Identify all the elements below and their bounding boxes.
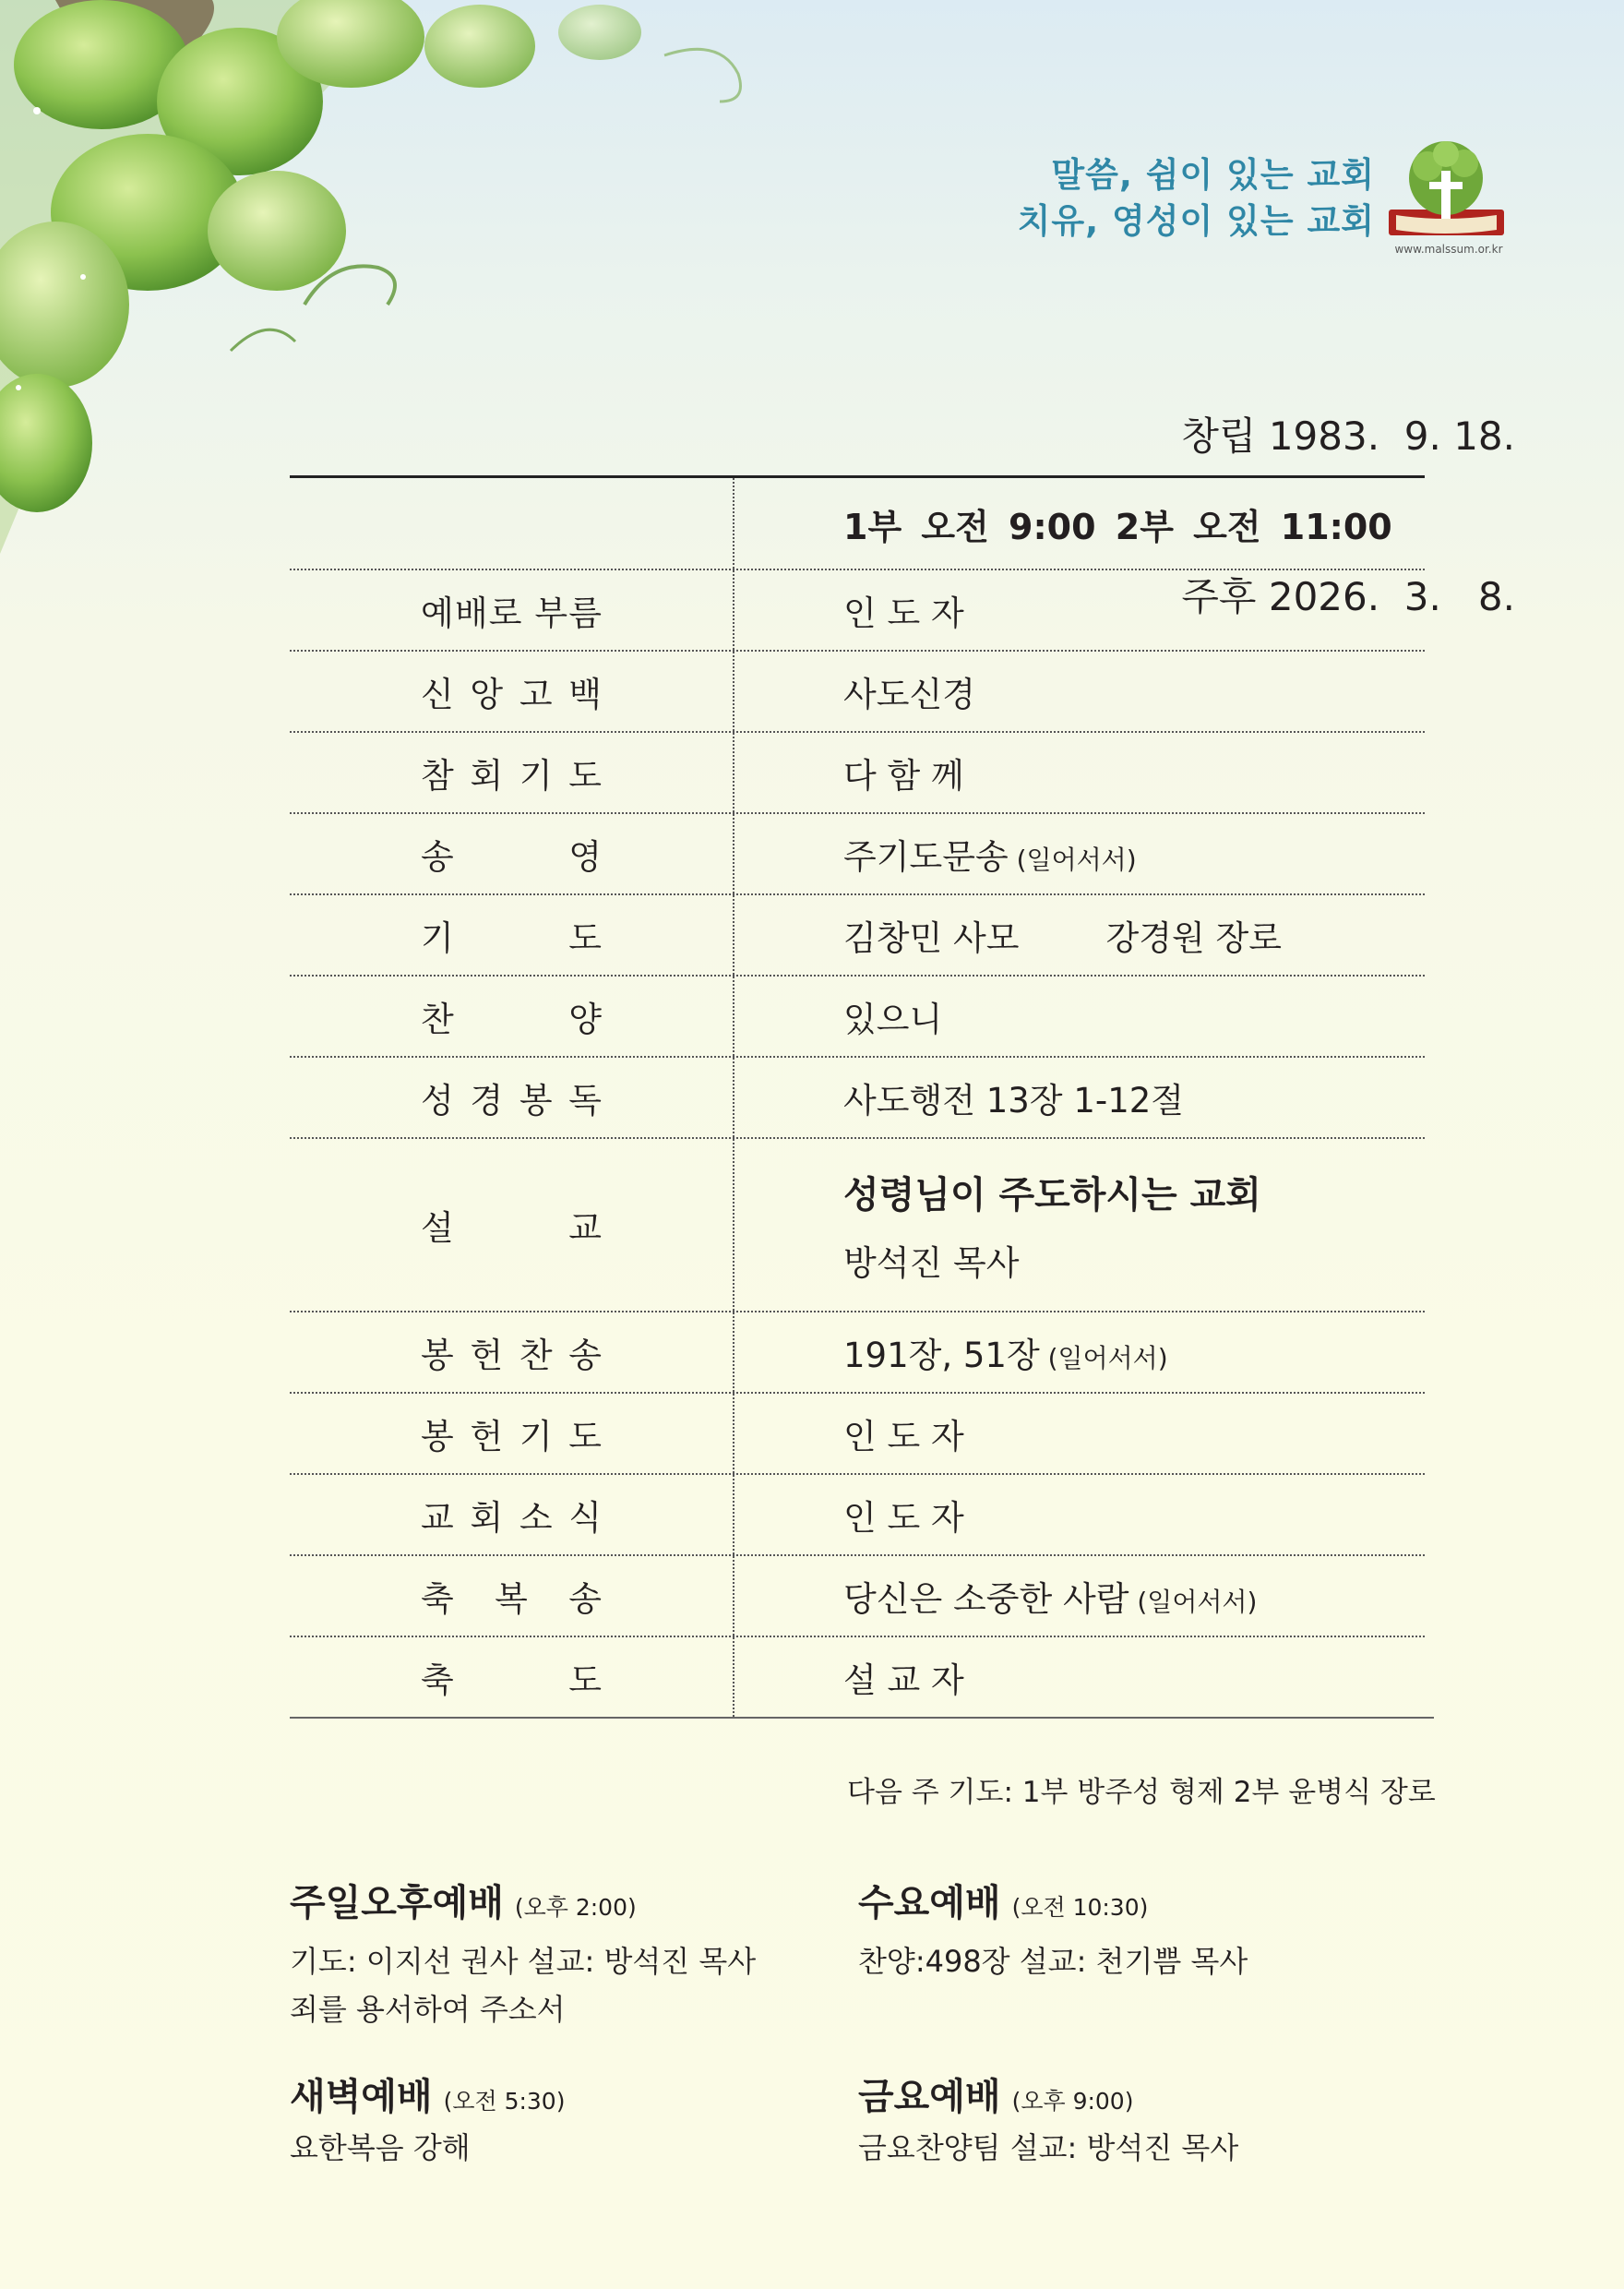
item-name-char: 백 [568, 675, 602, 714]
item-value-cell [734, 1058, 1425, 1137]
item-value [843, 1490, 1425, 1540]
order-row [290, 1475, 1425, 1556]
item-value-cell [734, 1556, 1425, 1636]
logo-url: www.malssum.or.kr [1394, 243, 1503, 256]
service-time: (오전 10:30) [1011, 1894, 1149, 1921]
item-name [421, 829, 602, 879]
item-name [421, 1408, 602, 1458]
service-time: (오전 5:30) [443, 2088, 566, 2115]
item-name-char: 도 [568, 1417, 602, 1456]
item-name-char: 름 [568, 593, 602, 633]
item-name-char: 기 [519, 756, 553, 796]
item-name-char: 송 [568, 1579, 602, 1619]
item-value [843, 829, 1425, 879]
church-tree-logo-icon [1389, 134, 1504, 258]
service-time: (오후 2:00) [514, 1894, 637, 1921]
friday-service [858, 2067, 1430, 2172]
item-name-char: 교 [568, 1208, 602, 1248]
item-value [843, 666, 1425, 716]
item-note: (일어서서) [1128, 1587, 1258, 1617]
item-value [843, 1073, 1425, 1122]
sermon-cell [734, 1139, 1425, 1311]
item-name-char: 송 [421, 837, 454, 877]
service-time: (오후 9:00) [1011, 2088, 1134, 2115]
item-name [421, 1571, 602, 1621]
item-name-cell [290, 895, 734, 975]
item-name-cell [290, 1475, 734, 1554]
item-name-char: 로 [488, 593, 522, 633]
service-times: 1부 오전 9:00 2부 오전 11:00 [843, 506, 1392, 547]
item-name-char: 교 [421, 1498, 454, 1538]
sermon-pastor: 방석진 목사 [843, 1242, 1020, 1283]
item-value-cell [734, 1475, 1425, 1554]
item-name-char: 도 [568, 1660, 602, 1700]
item-value-text: 인 도 자 [843, 1498, 964, 1538]
order-items-1 [290, 570, 1425, 1139]
item-name-cell [290, 1312, 734, 1392]
item-name-char: 신 [421, 675, 454, 714]
item-value-text: 인 도 자 [843, 593, 964, 633]
item-value-cell [734, 1637, 1434, 1717]
item-value [843, 1571, 1425, 1621]
item-value-text: 당신은 소중한 사람 [843, 1579, 1129, 1619]
item-name-cell [290, 1139, 734, 1311]
item-name-char: 축 [421, 1660, 454, 1700]
item-name-cell [290, 814, 734, 893]
item-name-cell [290, 570, 734, 650]
order-items-2 [290, 1312, 1425, 1719]
service-times-cell [734, 478, 1425, 569]
sermon-title: 성령님이 주도하시는 교회 [843, 1173, 1261, 1216]
item-name [421, 1200, 602, 1250]
item-name-char: 독 [568, 1081, 602, 1121]
item-name-char: 성 [421, 1081, 454, 1121]
item-name-char: 기 [519, 1417, 553, 1456]
dawn-service [290, 2067, 862, 2172]
item-name-char: 설 [421, 1208, 454, 1248]
item-name-cell [290, 1556, 734, 1636]
item-value-text: 인 도 자 [843, 1417, 964, 1456]
item-value [843, 991, 1425, 1041]
service-line: 금요찬양팀 설교: 방석진 목사 [858, 2130, 1239, 2165]
church-motto [1018, 152, 1375, 245]
item-name [421, 1073, 602, 1122]
service-title: 주일오후예배 [290, 1882, 504, 1924]
order-row [290, 652, 1425, 733]
item-value [843, 1408, 1425, 1458]
item-name-char: 봉 [421, 1417, 454, 1456]
item-name-char: 소 [519, 1498, 553, 1538]
item-name-char: 회 [470, 756, 504, 796]
item-value-cell [734, 895, 1425, 975]
item-name-cell [290, 652, 734, 731]
service-line: 요한복음 강해 [290, 2130, 471, 2165]
item-name-char: 예 [421, 593, 454, 633]
item-name [421, 748, 602, 797]
item-name-cell [290, 1394, 734, 1473]
item-value-text: 다 함 께 [843, 756, 964, 796]
order-row [290, 570, 1425, 652]
motto-line-2: 치유, 영성이 있는 교회 [1017, 201, 1375, 241]
item-name-cell [290, 733, 734, 812]
item-name [421, 585, 602, 635]
item-name-char: 도 [568, 918, 602, 958]
order-row [290, 1058, 1425, 1139]
wednesday-service [858, 1874, 1430, 1985]
order-row [290, 1394, 1425, 1475]
item-value-cell [734, 977, 1425, 1056]
item-name [421, 1490, 602, 1540]
service-title: 새벽예배 [290, 2076, 433, 2118]
order-row [290, 895, 1425, 977]
item-name-char: 식 [568, 1498, 602, 1538]
item-value-cell [734, 733, 1425, 812]
order-row [290, 977, 1425, 1058]
item-name-char: 축 [421, 1579, 454, 1619]
item-value [843, 1327, 1425, 1377]
item-name-char: 경 [470, 1081, 504, 1121]
item-value [843, 910, 1425, 960]
item-name-char: 헌 [470, 1336, 504, 1375]
item-value-text: 설 교 자 [843, 1660, 964, 1700]
order-row [290, 1637, 1434, 1719]
item-name-char: 양 [568, 1000, 602, 1039]
item-name [421, 991, 602, 1041]
sunday-afternoon-service [290, 1874, 862, 2033]
service-title: 수요예배 [858, 1882, 1001, 1924]
service-line: 죄를 용서하여 주소서 [290, 1992, 566, 2027]
item-name-cell [290, 1058, 734, 1137]
item-name-cell [290, 1637, 734, 1717]
item-name-char [523, 585, 534, 635]
worship-order-table [290, 475, 1425, 1719]
motto-line-1: 말씀, 쉼이 있는 교회 [1051, 155, 1375, 195]
item-name-char: 도 [568, 756, 602, 796]
item-note: (일어서서) [1008, 845, 1137, 875]
item-name-char: 참 [421, 756, 454, 796]
item-name-char: 기 [421, 918, 454, 958]
blank-cell [290, 478, 734, 569]
item-name-char: 회 [470, 1498, 504, 1538]
service-line: 찬양:498장 설교: 천기쁨 목사 [858, 1944, 1248, 1979]
item-value-cell [734, 570, 1425, 650]
item-name-char: 복 [495, 1579, 528, 1619]
item-name-char: 헌 [470, 1417, 504, 1456]
sermon-row [290, 1139, 1425, 1312]
item-name [421, 1652, 602, 1702]
item-value-cell [734, 814, 1425, 893]
item-name-char: 송 [568, 1336, 602, 1375]
order-row [290, 733, 1425, 814]
founded-date: 창립 1983. 9. 18. [1181, 413, 1515, 459]
item-name-char: 찬 [519, 1336, 553, 1375]
item-value-cell [734, 652, 1425, 731]
next-week-prayer: 다음 주 기도: 1부 방주성 형제 2부 윤병식 장로 [847, 1776, 1436, 1809]
item-name-char: 배 [454, 593, 488, 633]
item-value-text: 있으니 [843, 1000, 943, 1039]
item-name-char: 봉 [519, 1081, 553, 1121]
item-name-char: 찬 [421, 1000, 454, 1039]
service-times-row [290, 478, 1425, 570]
item-value-text: 사도행전 13장 1-12절 [843, 1081, 1185, 1121]
item-value-text: 주기도문송 [843, 837, 1009, 877]
item-value [843, 748, 1425, 797]
item-name [421, 666, 602, 716]
item-name [421, 910, 602, 960]
item-value-cell [734, 1312, 1425, 1392]
item-value-cell [734, 1394, 1425, 1473]
item-name-cell [290, 977, 734, 1056]
sunday-date: 주후 2026. 3. 8. [1181, 574, 1515, 619]
order-row [290, 1312, 1425, 1394]
service-title: 금요예배 [858, 2076, 1001, 2118]
item-value-text: 사도신경 [843, 675, 975, 714]
item-name-char: 고 [519, 675, 553, 714]
item-name [421, 1327, 602, 1377]
item-note: (일어서서) [1039, 1343, 1168, 1373]
item-value [843, 585, 1425, 635]
item-name-char: 부 [534, 593, 568, 633]
item-value-text: 김창민 사모 강경원 장로 [843, 918, 1283, 958]
order-row [290, 814, 1425, 895]
order-row [290, 1556, 1425, 1637]
item-name-char: 영 [568, 837, 602, 877]
item-name-char: 봉 [421, 1336, 454, 1375]
item-value-text: 191장, 51장 [843, 1336, 1040, 1375]
service-line: 기도: 이지선 권사 설교: 방석진 목사 [290, 1944, 757, 1979]
item-name-char: 앙 [470, 675, 504, 714]
item-value [843, 1652, 1434, 1702]
